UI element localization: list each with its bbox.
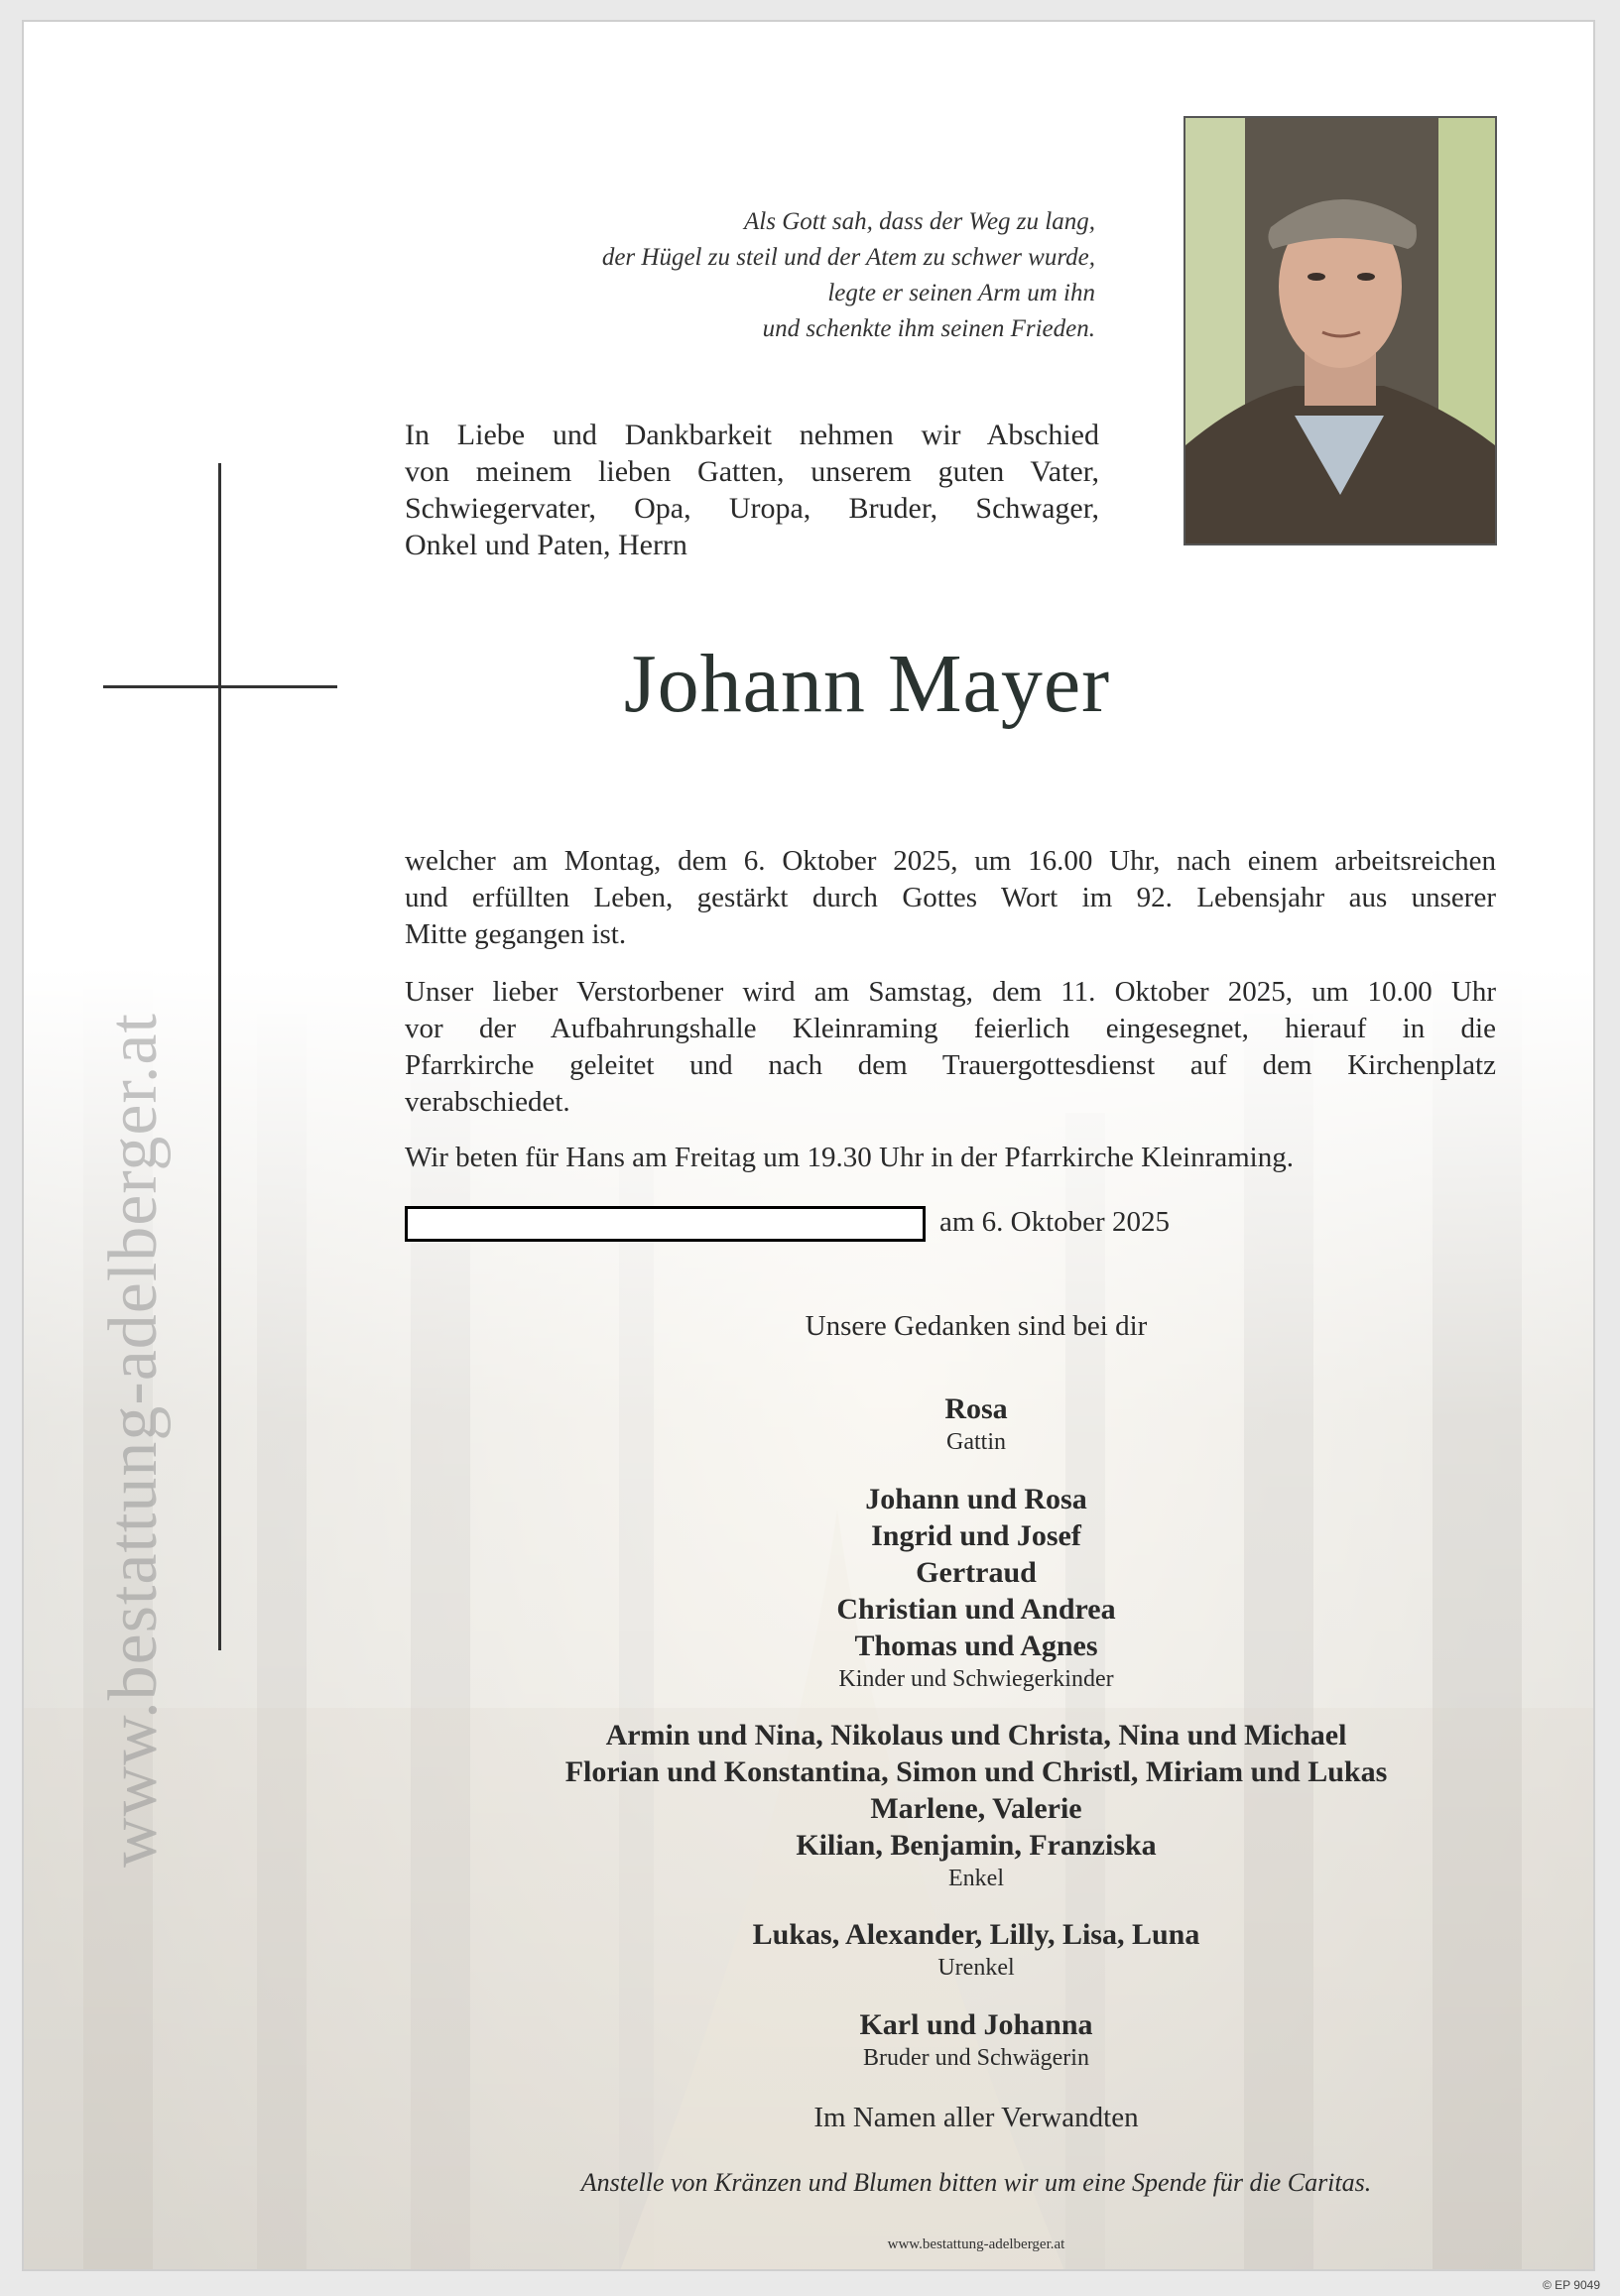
paragraph-line: verabschiedet.	[405, 1086, 570, 1118]
poem	[401, 204, 1095, 347]
poem-line: der Hügel zu steil und der Atem zu schwer wurde,	[601, 244, 1095, 271]
portrait-photo	[1184, 116, 1497, 545]
footer-website: www.bestattung-adelberger.at	[887, 2236, 1065, 2252]
intro-line: In Liebe und Dankbarkeit nehmen wir Abschied	[405, 419, 1099, 451]
paragraph-funeral	[405, 974, 1496, 1121]
family-relation: Gattin	[946, 1429, 1006, 1455]
place-date: am 6. Oktober 2025	[939, 1206, 1170, 1238]
poem-line: Als Gott sah, dass der Weg zu lang,	[744, 208, 1095, 235]
intro-line: von meinem lieben Gatten, unserem guten Vater,	[405, 455, 1099, 488]
donation-request: Anstelle von Kränzen und Blumen bitten wir um eine Spende für die Caritas.	[580, 2168, 1372, 2197]
intro-text	[405, 417, 1099, 563]
family-names: Marlene, Valerie	[870, 1792, 1082, 1825]
poem-line: und schenkte ihm seinen Frieden.	[762, 315, 1095, 342]
paragraph-line: und erfüllten Leben, gestärkt durch Gottes Wort im 92. Lebensjahr aus unserer	[405, 882, 1496, 913]
thoughts-line	[222, 1308, 1595, 1345]
family-relation: Urenkel	[937, 1955, 1015, 1981]
family-relation: Enkel	[948, 1866, 1004, 1891]
family-group-siblings	[222, 2006, 1595, 2073]
family-group-grandchildren	[222, 1717, 1595, 1893]
poem-line: legte er seinen Arm um ihn	[827, 280, 1095, 306]
thoughts-text: Unsere Gedanken sind bei dir	[805, 1310, 1148, 1342]
cross-horizontal-bar	[103, 685, 337, 688]
family-group-children	[222, 1481, 1595, 1694]
paragraph-line: Wir beten für Hans am Freitag um 19.30 Uhr in der Pfarrkirche Kleinraming.	[405, 1142, 1294, 1173]
family-names: Florian und Konstantina, Simon und Christl, Miriam und Lukas	[564, 1755, 1388, 1788]
cross-vertical-bar	[218, 463, 221, 1650]
family-names: Johann und Rosa	[865, 1483, 1087, 1515]
family-names: Armin und Nina, Nikolaus und Christa, Nina und Michael	[605, 1719, 1347, 1752]
family-group-great-grandchildren	[222, 1916, 1595, 1983]
paragraph-line: Unser lieber Verstorbener wird am Samstag, dem 11. Oktober 2025, um 10.00 Uhr	[405, 976, 1496, 1008]
intro-line: Onkel und Paten, Herrn	[405, 529, 687, 561]
family-names: Christian und Andrea	[836, 1593, 1116, 1626]
family-relation: Bruder und Schwägerin	[863, 2045, 1089, 2071]
relatives-line	[222, 2100, 1595, 2136]
paragraph-death	[405, 843, 1496, 953]
family-names: Kilian, Benjamin, Franziska	[796, 1829, 1157, 1862]
relatives-text: Im Namen aller Verwandten	[813, 2102, 1139, 2133]
deceased-name: Johann Mayer	[623, 638, 1111, 730]
family-names: Thomas und Agnes	[854, 1630, 1098, 1662]
paragraph-line: Pfarrkirche geleitet und nach dem Trauergottesdienst auf dem Kirchenplatz	[405, 1049, 1496, 1081]
redacted-place-box	[405, 1206, 926, 1242]
paragraph-line: vor der Aufbahrungshalle Kleinraming feierlich eingesegnet, hierauf in die	[405, 1013, 1496, 1044]
family-relation: Kinder und Schwiegerkinder	[838, 1666, 1114, 1692]
family-names: Rosa	[944, 1392, 1008, 1425]
family-names: Ingrid und Josef	[871, 1519, 1081, 1552]
side-watermark: www.bestattung-adelberger.at	[95, 1013, 172, 1868]
family-names: Lukas, Alexander, Lilly, Lisa, Luna	[752, 1918, 1200, 1951]
paragraph-line: Mitte gegangen ist.	[405, 918, 627, 950]
family-group-spouse	[222, 1390, 1595, 1457]
document-code: © EP 9049	[1543, 2278, 1600, 2292]
paragraph-prayer	[405, 1140, 1496, 1176]
obituary-sheet	[22, 20, 1595, 2271]
family-names: Karl und Johanna	[859, 2008, 1093, 2041]
intro-line: Schwiegervater, Opa, Uropa, Bruder, Schwager,	[405, 492, 1099, 525]
family-names: Gertraud	[916, 1556, 1037, 1589]
paragraph-line: welcher am Montag, dem 6. Oktober 2025, um 16.00 Uhr, nach einem arbeitsreichen	[405, 845, 1496, 877]
